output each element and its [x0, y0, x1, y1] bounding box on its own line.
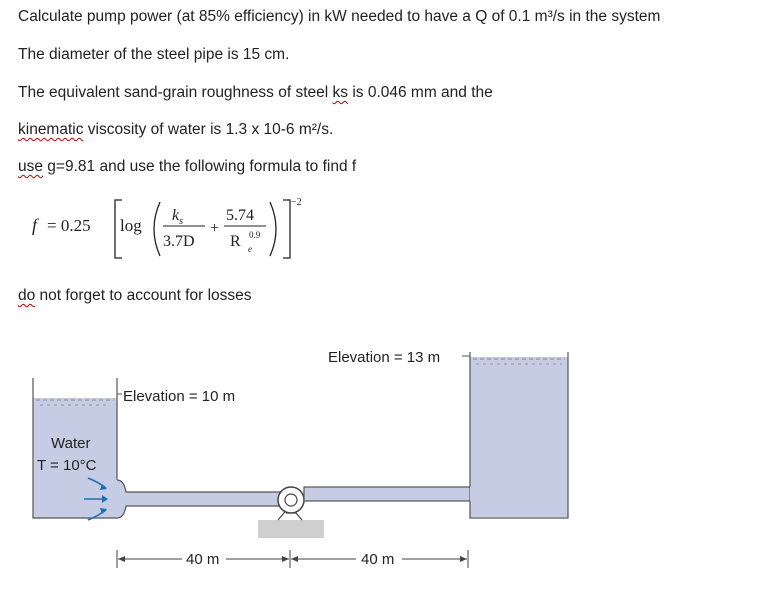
temperature-label: T = 10°C: [37, 457, 97, 474]
fraction2-den-r: R: [230, 233, 241, 250]
left-elevation-label: Elevation = 10 m: [123, 388, 236, 405]
ks-symbol: ks: [332, 84, 349, 101]
fraction1-den: 3.7D: [163, 233, 195, 250]
problem-line-5: [18, 158, 356, 176]
right-paren: [270, 202, 276, 256]
water-label: Water: [51, 435, 91, 452]
friction-formula: [30, 196, 330, 266]
formula-equals: = 0.25: [47, 216, 91, 235]
problem-text-5b: g=9.81 and use the following formula to find f: [43, 158, 357, 175]
pipe-system-diagram: [0, 330, 767, 590]
formula-plus: +: [210, 220, 220, 237]
fraction2-num: 5.74: [226, 207, 254, 224]
problem-text-3b: is 0.046 mm and the: [348, 84, 493, 101]
problem-text-4b: viscosity of water is 1.3 x 10-6 m²/s.: [83, 121, 334, 138]
pump-base: [258, 520, 324, 538]
fraction2-den-sub: e: [248, 244, 252, 254]
problem-line-6: [18, 287, 252, 305]
dim-arrow-3: [291, 556, 298, 562]
problem-line-1: [18, 8, 660, 26]
problem-text-3a: The equivalent sand-grain roughness of steel: [18, 84, 333, 101]
problem-line-3: [18, 84, 493, 102]
right-bracket: [283, 200, 290, 258]
formula-lhs: f: [32, 215, 38, 235]
left-paren: [154, 202, 160, 256]
problem-text-4a: kinematic: [18, 121, 84, 138]
dim-arrow-4: [460, 556, 467, 562]
right-reservoir-water: [470, 357, 568, 517]
fraction1-num: $k_s$: [172, 207, 184, 227]
formula-exponent: −2: [291, 197, 302, 208]
problem-line-4: [18, 121, 333, 139]
dim-arrow-1: [118, 556, 125, 562]
discharge-pipe: [304, 487, 470, 501]
formula-log: log: [120, 216, 142, 235]
problem-text-2: The diameter of the steel pipe is 15 cm.: [18, 46, 290, 63]
pump-casing: [278, 487, 304, 513]
suction-pipe: [117, 480, 290, 518]
problem-line-2: [18, 46, 289, 64]
problem-text-6b: not forget to account for losses: [35, 287, 252, 304]
right-elevation-label: Elevation = 13 m: [328, 349, 441, 366]
problem-text-1: Calculate pump power (at 85% efficiency) in kW needed to have a Q of 0.1 m³/s in the system: [18, 8, 661, 25]
distance-right-label: 40 m: [361, 551, 395, 568]
fraction2-den-sup: 0.9: [249, 230, 261, 240]
dim-arrow-2: [282, 556, 289, 562]
problem-text-5a: use: [18, 158, 43, 175]
distance-left-label: 40 m: [186, 551, 220, 568]
problem-text-6a: do: [18, 287, 36, 304]
